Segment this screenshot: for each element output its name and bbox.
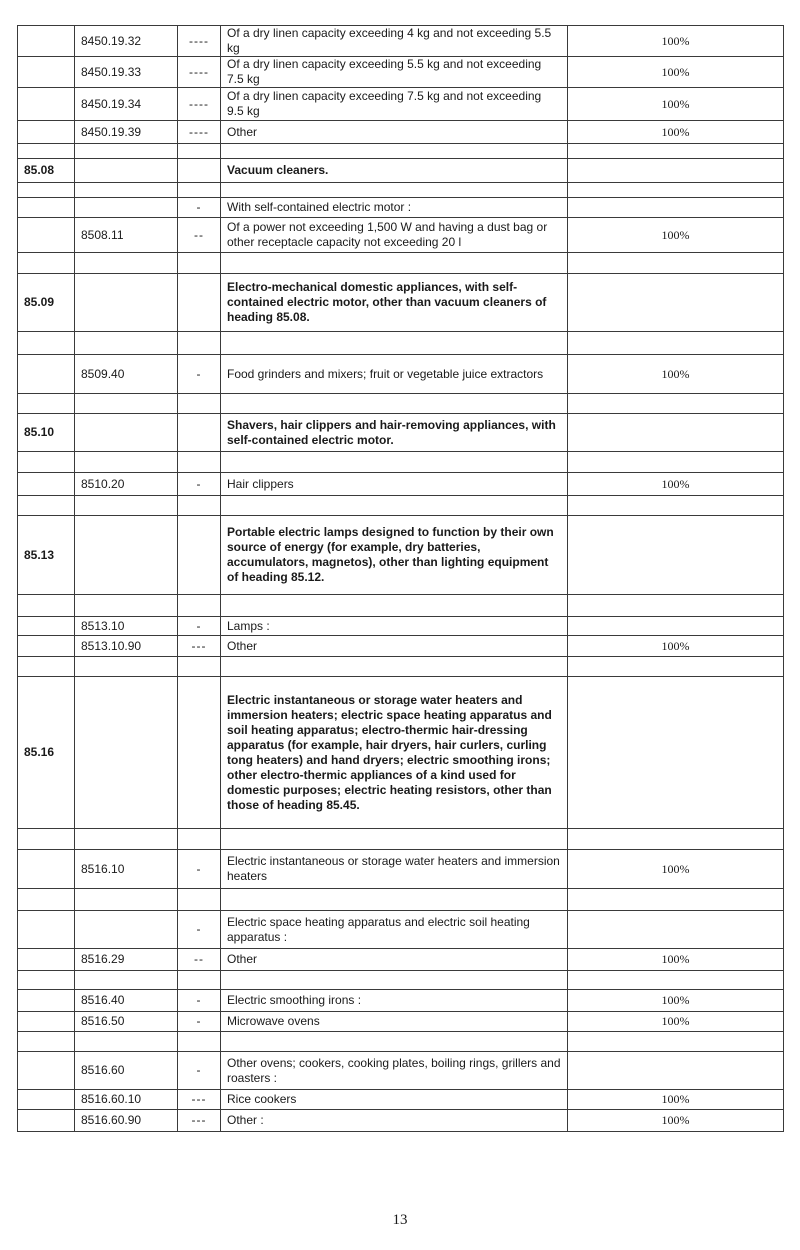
duty-rate-cell: 100% — [568, 990, 784, 1012]
hs-code-cell — [75, 198, 178, 218]
hs-code-cell: 8509.40 — [75, 355, 178, 394]
hs-code-cell — [75, 274, 178, 332]
description-cell — [221, 253, 568, 274]
heading-number-cell — [18, 144, 75, 159]
duty-rate-cell — [568, 496, 784, 516]
heading-number-cell — [18, 949, 75, 971]
table-row — [18, 121, 784, 144]
heading-number-cell — [18, 394, 75, 414]
dash-level-cell: ---- — [178, 26, 221, 57]
hs-code-cell: 8516.10 — [75, 850, 178, 889]
heading-number-cell — [18, 121, 75, 144]
dash-level-cell: - — [178, 1012, 221, 1032]
duty-rate-cell: 100% — [568, 88, 784, 121]
description-cell — [221, 144, 568, 159]
heading-number-cell — [18, 971, 75, 990]
table-row — [18, 889, 784, 911]
dash-level-cell — [178, 889, 221, 911]
heading-number-cell — [18, 57, 75, 88]
description-cell: Lamps : — [221, 617, 568, 636]
duty-rate-cell — [568, 516, 784, 595]
hs-code-cell — [75, 332, 178, 355]
duty-rate-cell — [568, 159, 784, 183]
heading-number-cell — [18, 452, 75, 473]
description-cell: Of a dry linen capacity exceeding 4 kg and not exceeding 5.5 kg — [221, 26, 568, 57]
hs-code-cell — [75, 144, 178, 159]
table-row — [18, 144, 784, 159]
heading-number-cell — [18, 1052, 75, 1090]
table-row — [18, 971, 784, 990]
table-row — [18, 617, 784, 636]
duty-rate-cell: 100% — [568, 218, 784, 253]
table-row — [18, 829, 784, 850]
table-row — [18, 911, 784, 949]
table-row — [18, 57, 784, 88]
description-cell: Food grinders and mixers; fruit or vegetable juice extractors — [221, 355, 568, 394]
table-row — [18, 473, 784, 496]
description-cell — [221, 183, 568, 198]
heading-number-cell — [18, 1090, 75, 1110]
dash-level-cell — [178, 1032, 221, 1052]
table-row — [18, 990, 784, 1012]
hs-code-cell — [75, 183, 178, 198]
hs-code-cell: 8450.19.34 — [75, 88, 178, 121]
heading-number-cell — [18, 595, 75, 617]
dash-level-cell — [178, 496, 221, 516]
description-cell — [221, 595, 568, 617]
table-row — [18, 218, 784, 253]
duty-rate-cell — [568, 144, 784, 159]
heading-number-cell — [18, 1032, 75, 1052]
hs-code-cell — [75, 971, 178, 990]
duty-rate-cell — [568, 452, 784, 473]
heading-number-cell — [18, 473, 75, 496]
dash-level-cell: - — [178, 198, 221, 218]
duty-rate-cell: 100% — [568, 850, 784, 889]
hs-code-cell: 8513.10.90 — [75, 636, 178, 657]
heading-number-cell — [18, 1110, 75, 1132]
hs-code-cell: 8516.60 — [75, 1052, 178, 1090]
dash-level-cell — [178, 183, 221, 198]
heading-number-cell — [18, 218, 75, 253]
duty-rate-cell: 100% — [568, 1012, 784, 1032]
heading-number-cell — [18, 657, 75, 677]
description-cell — [221, 657, 568, 677]
duty-rate-cell: 100% — [568, 1090, 784, 1110]
table-row — [18, 332, 784, 355]
hs-code-cell — [75, 452, 178, 473]
description-cell — [221, 496, 568, 516]
dash-level-cell — [178, 274, 221, 332]
hs-code-cell: 8513.10 — [75, 617, 178, 636]
hs-code-cell: 8516.60.90 — [75, 1110, 178, 1132]
description-cell: Portable electric lamps designed to function by their own source of energy (for example, dry batteries, accumulators, magnetos), other than lighting equipment of heading 85.12. — [221, 516, 568, 595]
duty-rate-cell — [568, 971, 784, 990]
table-row — [18, 496, 784, 516]
description-cell — [221, 394, 568, 414]
duty-rate-cell — [568, 889, 784, 911]
hs-code-cell — [75, 911, 178, 949]
description-cell: Shavers, hair clippers and hair-removing appliances, with self-contained electric motor. — [221, 414, 568, 452]
hs-code-cell — [75, 516, 178, 595]
table-row — [18, 516, 784, 595]
dash-level-cell — [178, 829, 221, 850]
duty-rate-cell — [568, 394, 784, 414]
hs-code-cell: 8510.20 — [75, 473, 178, 496]
hs-code-cell — [75, 595, 178, 617]
heading-number-cell — [18, 617, 75, 636]
heading-number-cell: 85.13 — [18, 516, 75, 595]
duty-rate-cell: 100% — [568, 57, 784, 88]
hs-code-cell: 8450.19.33 — [75, 57, 178, 88]
heading-number-cell — [18, 829, 75, 850]
hs-code-cell — [75, 414, 178, 452]
dash-level-cell — [178, 144, 221, 159]
heading-number-cell — [18, 332, 75, 355]
hs-code-cell: 8450.19.32 — [75, 26, 178, 57]
duty-rate-cell — [568, 274, 784, 332]
table-row — [18, 355, 784, 394]
description-cell: Electro-mechanical domestic appliances, with self-contained electric motor, other than vacuum cleaners of heading 85.08. — [221, 274, 568, 332]
description-cell: Other — [221, 636, 568, 657]
hs-code-cell — [75, 889, 178, 911]
table-row — [18, 1052, 784, 1090]
table-row — [18, 394, 784, 414]
description-cell: Hair clippers — [221, 473, 568, 496]
heading-number-cell: 85.10 — [18, 414, 75, 452]
hs-code-cell: 8516.29 — [75, 949, 178, 971]
duty-rate-cell — [568, 253, 784, 274]
description-cell: Other : — [221, 1110, 568, 1132]
heading-number-cell: 85.08 — [18, 159, 75, 183]
table-row — [18, 677, 784, 829]
hs-code-cell: 8516.40 — [75, 990, 178, 1012]
dash-level-cell — [178, 332, 221, 355]
hs-code-cell: 8516.50 — [75, 1012, 178, 1032]
description-cell: Microwave ovens — [221, 1012, 568, 1032]
description-cell: Other ovens; cookers, cooking plates, boiling rings, grillers and roasters : — [221, 1052, 568, 1090]
dash-level-cell: - — [178, 617, 221, 636]
heading-number-cell — [18, 636, 75, 657]
duty-rate-cell: 100% — [568, 26, 784, 57]
table-row — [18, 657, 784, 677]
dash-level-cell: - — [178, 355, 221, 394]
dash-level-cell — [178, 159, 221, 183]
dash-level-cell — [178, 595, 221, 617]
dash-level-cell: ---- — [178, 88, 221, 121]
duty-rate-cell — [568, 657, 784, 677]
dash-level-cell: - — [178, 850, 221, 889]
table-row — [18, 159, 784, 183]
description-cell — [221, 829, 568, 850]
table-row — [18, 1090, 784, 1110]
description-cell — [221, 332, 568, 355]
duty-rate-cell — [568, 332, 784, 355]
duty-rate-cell — [568, 414, 784, 452]
duty-rate-cell — [568, 183, 784, 198]
duty-rate-cell — [568, 1052, 784, 1090]
heading-number-cell — [18, 911, 75, 949]
description-cell: Of a power not exceeding 1,500 W and having a dust bag or other receptacle capacity not exceeding 20 l — [221, 218, 568, 253]
table-row — [18, 452, 784, 473]
table-row — [18, 198, 784, 218]
description-cell: Electric space heating apparatus and electric soil heating apparatus : — [221, 911, 568, 949]
duty-rate-cell — [568, 677, 784, 829]
duty-rate-cell — [568, 911, 784, 949]
hs-code-cell — [75, 496, 178, 516]
duty-rate-cell — [568, 829, 784, 850]
description-cell: Vacuum cleaners. — [221, 159, 568, 183]
hs-code-cell: 8508.11 — [75, 218, 178, 253]
hs-code-cell — [75, 677, 178, 829]
duty-rate-cell: 100% — [568, 949, 784, 971]
heading-number-cell — [18, 88, 75, 121]
hs-code-cell — [75, 829, 178, 850]
table-row — [18, 1032, 784, 1052]
duty-rate-cell — [568, 617, 784, 636]
description-cell — [221, 452, 568, 473]
table-row — [18, 850, 784, 889]
heading-number-cell — [18, 183, 75, 198]
heading-number-cell — [18, 496, 75, 516]
table-row — [18, 636, 784, 657]
heading-number-cell: 85.16 — [18, 677, 75, 829]
dash-level-cell: -- — [178, 218, 221, 253]
table-row — [18, 1012, 784, 1032]
hs-code-cell — [75, 394, 178, 414]
heading-number-cell — [18, 253, 75, 274]
dash-level-cell: --- — [178, 1090, 221, 1110]
description-cell: Other — [221, 121, 568, 144]
hs-code-cell: 8450.19.39 — [75, 121, 178, 144]
hs-code-cell — [75, 657, 178, 677]
description-cell — [221, 889, 568, 911]
hs-code-cell — [75, 159, 178, 183]
table-row — [18, 26, 784, 57]
dash-level-cell: --- — [178, 1110, 221, 1132]
dash-level-cell — [178, 677, 221, 829]
tariff-table-body — [18, 26, 784, 1132]
table-row — [18, 274, 784, 332]
page-number: 13 — [392, 1212, 408, 1228]
duty-rate-cell — [568, 198, 784, 218]
duty-rate-cell: 100% — [568, 355, 784, 394]
heading-number-cell — [18, 198, 75, 218]
table-row — [18, 88, 784, 121]
duty-rate-cell — [568, 595, 784, 617]
dash-level-cell: - — [178, 473, 221, 496]
dash-level-cell — [178, 657, 221, 677]
description-cell: Of a dry linen capacity exceeding 5.5 kg and not exceeding 7.5 kg — [221, 57, 568, 88]
description-cell: With self-contained electric motor : — [221, 198, 568, 218]
heading-number-cell — [18, 850, 75, 889]
description-cell: Rice cookers — [221, 1090, 568, 1110]
dash-level-cell: -- — [178, 949, 221, 971]
duty-rate-cell — [568, 1032, 784, 1052]
duty-rate-cell: 100% — [568, 636, 784, 657]
table-row — [18, 949, 784, 971]
hs-code-cell — [75, 253, 178, 274]
description-cell: Of a dry linen capacity exceeding 7.5 kg and not exceeding 9.5 kg — [221, 88, 568, 121]
dash-level-cell: --- — [178, 636, 221, 657]
table-row — [18, 253, 784, 274]
dash-level-cell — [178, 516, 221, 595]
heading-number-cell — [18, 1012, 75, 1032]
description-cell: Electric smoothing irons : — [221, 990, 568, 1012]
duty-rate-cell: 100% — [568, 121, 784, 144]
duty-rate-cell: 100% — [568, 1110, 784, 1132]
duty-rate-cell: 100% — [568, 473, 784, 496]
tariff-table — [17, 25, 784, 1132]
dash-level-cell — [178, 394, 221, 414]
dash-level-cell: - — [178, 911, 221, 949]
heading-number-cell: 85.09 — [18, 274, 75, 332]
dash-level-cell — [178, 253, 221, 274]
description-cell — [221, 1032, 568, 1052]
hs-code-cell — [75, 1032, 178, 1052]
heading-number-cell — [18, 990, 75, 1012]
description-cell: Other — [221, 949, 568, 971]
table-row — [18, 595, 784, 617]
dash-level-cell: - — [178, 990, 221, 1012]
dash-level-cell — [178, 971, 221, 990]
hs-code-cell: 8516.60.10 — [75, 1090, 178, 1110]
description-cell — [221, 971, 568, 990]
dash-level-cell: ---- — [178, 121, 221, 144]
table-row — [18, 414, 784, 452]
description-cell: Electric instantaneous or storage water heaters and immersion heaters — [221, 850, 568, 889]
table-row — [18, 1110, 784, 1132]
table-row — [18, 183, 784, 198]
heading-number-cell — [18, 26, 75, 57]
heading-number-cell — [18, 355, 75, 394]
dash-level-cell — [178, 414, 221, 452]
dash-level-cell — [178, 452, 221, 473]
description-cell: Electric instantaneous or storage water heaters and immersion heaters; electric space heating apparatus and soil heating apparatus; electro-thermic hair-dressing apparatus (for example, hair dryers, hair curlers, curling tong heaters) and hand dryers; electric smoothing irons; other electro-thermic appliances of a kind used for domestic purposes; electric heating resistors, other than those of heading 85.45. — [221, 677, 568, 829]
heading-number-cell — [18, 889, 75, 911]
dash-level-cell: ---- — [178, 57, 221, 88]
dash-level-cell: - — [178, 1052, 221, 1090]
